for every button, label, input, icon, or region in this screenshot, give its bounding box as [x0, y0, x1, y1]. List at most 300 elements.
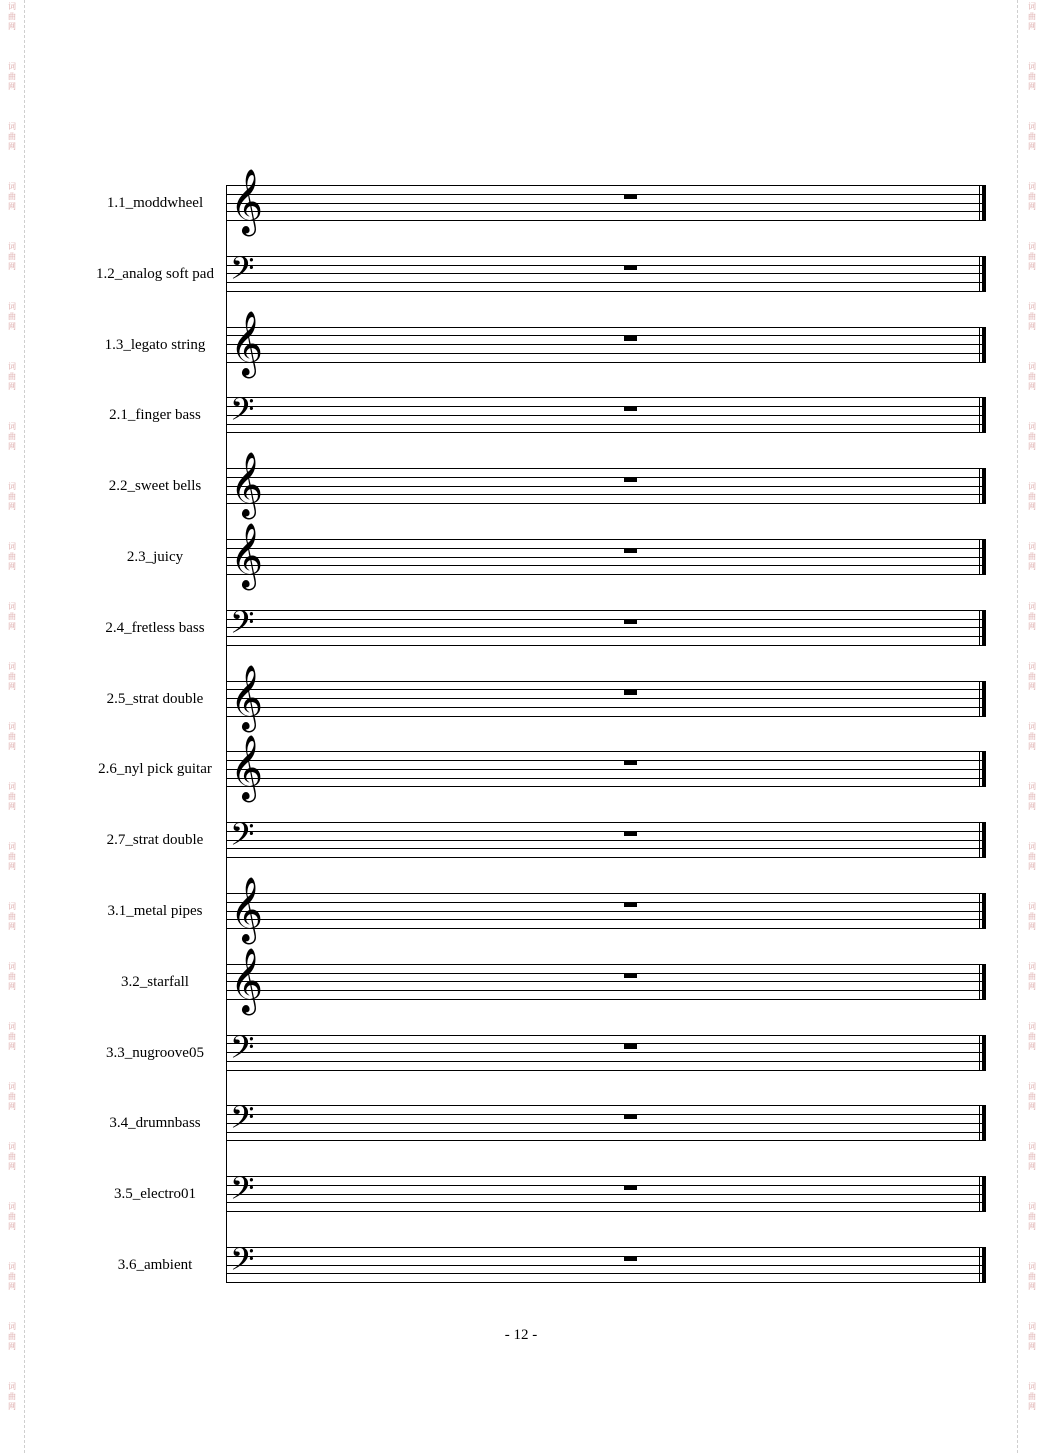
staff-line [226, 1035, 986, 1036]
staff-line [226, 1247, 986, 1248]
watermark-char: 网 [8, 1222, 16, 1231]
final-barline-thin [979, 539, 980, 575]
watermark-char: 网 [1028, 622, 1036, 631]
watermark-char: 曲 [1028, 792, 1036, 801]
staff-line [226, 964, 986, 965]
watermark-char: 网 [8, 1162, 16, 1171]
watermark-char: 网 [8, 922, 16, 931]
final-barline-thick [982, 327, 986, 363]
final-barline-thin [979, 256, 980, 292]
staff-line [226, 610, 986, 611]
staff-line [226, 1105, 986, 1106]
watermark-char: 曲 [8, 432, 16, 441]
staff-line [226, 857, 986, 858]
watermark-char: 网 [1028, 142, 1036, 151]
instrument-name: 2.7_strat double [106, 832, 204, 849]
watermark-char: 曲 [1028, 252, 1036, 261]
watermark-char: 网 [1028, 682, 1036, 691]
watermark-char: 曲 [1028, 432, 1036, 441]
watermark-char: 词 [1028, 182, 1036, 191]
staff-line [226, 432, 986, 433]
watermark-char: 网 [1028, 82, 1036, 91]
watermark-char: 网 [8, 622, 16, 631]
staff [226, 664, 986, 730]
watermark-char: 曲 [8, 672, 16, 681]
staff-line [226, 1194, 986, 1195]
whole-rest-icon [624, 1256, 637, 1261]
watermark-char: 网 [8, 682, 16, 691]
treble-clef-icon: 𝄞 [230, 523, 264, 588]
final-barline-thin [979, 1247, 980, 1283]
instrument-name: 3.2_starfall [121, 973, 189, 990]
staff-line [226, 1140, 986, 1141]
final-barline-thick [982, 1176, 986, 1212]
watermark-char: 网 [1028, 382, 1036, 391]
staff [226, 735, 986, 801]
instrument-name: 1.3_legato string [104, 336, 206, 353]
instrument-name: 2.5_strat double [106, 690, 204, 707]
watermark-char: 网 [8, 1282, 16, 1291]
watermark-char: 曲 [8, 732, 16, 741]
watermark-char: 曲 [8, 1092, 16, 1101]
final-barline-thick [982, 822, 986, 858]
staff-line [226, 911, 986, 912]
watermark-char: 词 [8, 482, 16, 491]
staff-line [226, 751, 986, 752]
staff-line [226, 1123, 986, 1124]
final-barline-thin [979, 893, 980, 929]
whole-rest-icon [624, 265, 637, 270]
watermark-char: 曲 [1028, 72, 1036, 81]
staff-line [226, 1070, 986, 1071]
staff-line [226, 1176, 986, 1177]
staff [226, 1241, 986, 1285]
final-barline-thick [982, 185, 986, 221]
treble-clef-icon: 𝄞 [230, 664, 264, 730]
staff-row [0, 1241, 1042, 1285]
whole-rest-icon [624, 1185, 637, 1190]
staff-line [226, 902, 986, 903]
staff-line [226, 282, 986, 283]
watermark-char: 词 [1028, 62, 1036, 71]
instrument-name: 3.5_electro01 [113, 1186, 197, 1203]
treble-clef-icon: 𝄞 [230, 947, 264, 1013]
watermark-char: 词 [8, 422, 16, 431]
watermark-char: 词 [8, 302, 16, 311]
final-barline-thin [979, 610, 980, 646]
final-barline-thick [982, 893, 986, 929]
staff [226, 947, 986, 1013]
watermark-char: 词 [1028, 1142, 1036, 1151]
final-barline-thin [979, 468, 980, 504]
watermark-char: 网 [8, 322, 16, 331]
treble-clef-icon: 𝄞 [230, 310, 264, 376]
watermark-char: 曲 [8, 492, 16, 501]
staff [226, 523, 986, 588]
watermark-char: 词 [1028, 1082, 1036, 1091]
instrument-name: 3.4_drumnbass [109, 1115, 201, 1132]
watermark-char: 曲 [1028, 1032, 1036, 1041]
watermark-char: 曲 [8, 12, 16, 21]
staff-line [226, 486, 986, 487]
watermark-char: 网 [1028, 1282, 1036, 1291]
staff-line [226, 689, 986, 690]
staff-line [226, 822, 986, 823]
final-barline-thick [982, 964, 986, 1000]
watermark-char: 网 [1028, 22, 1036, 31]
staff [226, 1028, 986, 1073]
watermark-char: 网 [1028, 982, 1036, 991]
staff-row [0, 947, 1042, 1013]
staff-line [226, 256, 986, 257]
staff-line [226, 415, 986, 416]
watermark-char: 曲 [1028, 372, 1036, 381]
staff-line [226, 503, 986, 504]
watermark-char: 网 [8, 862, 16, 871]
watermark-char: 词 [8, 362, 16, 371]
watermark-char: 曲 [8, 972, 16, 981]
watermark-char: 词 [1028, 842, 1036, 851]
staff [226, 877, 986, 942]
staff-line [226, 973, 986, 974]
watermark-char: 曲 [8, 612, 16, 621]
bass-clef-icon: 𝄢 [230, 1099, 255, 1144]
staff-line [226, 397, 986, 398]
watermark-char: 曲 [1028, 1392, 1036, 1401]
staff-line [226, 1265, 986, 1266]
watermark-char: 词 [8, 542, 16, 551]
watermark-char: 词 [8, 782, 16, 791]
watermark-char: 曲 [8, 132, 16, 141]
watermark-char: 曲 [1028, 1272, 1036, 1281]
staff [226, 169, 986, 234]
watermark-char: 曲 [8, 1392, 16, 1401]
staff-row [0, 877, 1042, 942]
whole-rest-icon [624, 760, 637, 765]
watermark-char: 曲 [8, 192, 16, 201]
watermark-char: 词 [8, 842, 16, 851]
watermark-char: 网 [8, 22, 16, 31]
watermark-char: 网 [1028, 1162, 1036, 1171]
instrument-name: 2.6_nyl pick guitar [98, 761, 212, 778]
watermark-char: 词 [8, 722, 16, 731]
staff-line [226, 619, 986, 620]
watermark-char: 词 [8, 662, 16, 671]
instrument-name: 2.1_finger bass [109, 407, 201, 424]
staff-row [0, 391, 1042, 436]
watermark-char: 曲 [1028, 1152, 1036, 1161]
treble-clef-icon: 𝄞 [230, 169, 264, 234]
staff-line [226, 893, 986, 894]
treble-clef-icon: 𝄞 [230, 452, 264, 518]
watermark-char: 词 [1028, 422, 1036, 431]
watermark-char: 词 [1028, 602, 1036, 611]
staff-line [226, 1256, 986, 1257]
bass-clef-icon: 𝄢 [230, 1028, 255, 1073]
watermark-char: 网 [1028, 562, 1036, 571]
watermark-char: 词 [8, 1142, 16, 1151]
staff-line [226, 494, 986, 495]
staff-line [226, 353, 986, 354]
staff [226, 391, 986, 436]
watermark-char: 词 [8, 1022, 16, 1031]
watermark-char: 词 [8, 1262, 16, 1271]
watermark-char: 曲 [8, 372, 16, 381]
instrument-name: 3.1_metal pipes [107, 903, 203, 919]
watermark-char: 曲 [1028, 132, 1036, 141]
watermark-char: 词 [1028, 1022, 1036, 1031]
staff-line [226, 468, 986, 469]
watermark-char: 网 [1028, 1102, 1036, 1111]
whole-rest-icon [624, 1114, 637, 1119]
final-barline-thin [979, 1105, 980, 1141]
staff [226, 816, 986, 861]
instrument-name: 3.3_nugroove05 [106, 1044, 204, 1061]
staff [226, 452, 986, 518]
final-barline-thick [982, 1247, 986, 1283]
staff-line [226, 273, 986, 274]
watermark-char: 网 [8, 1402, 16, 1411]
staff-line [226, 1052, 986, 1053]
staff-line [226, 194, 986, 195]
watermark-char: 曲 [1028, 972, 1036, 981]
staff-line [226, 999, 986, 1000]
watermark-char: 词 [8, 242, 16, 251]
watermark-char: 曲 [1028, 1332, 1036, 1341]
watermark-char: 网 [8, 1042, 16, 1051]
watermark-char: 曲 [8, 1152, 16, 1161]
watermark-char: 词 [1028, 662, 1036, 671]
staff-line [226, 716, 986, 717]
watermark-char: 网 [1028, 322, 1036, 331]
whole-rest-icon [624, 690, 637, 695]
whole-rest-icon [624, 406, 637, 411]
staff-line [226, 1202, 986, 1203]
bass-clef-icon: 𝄢 [230, 816, 255, 861]
staff-row [0, 310, 1042, 376]
watermark-char: 曲 [1028, 192, 1036, 201]
staff-line [226, 1211, 986, 1212]
staff-line [226, 406, 986, 407]
treble-clef-icon: 𝄞 [230, 877, 264, 942]
final-barline-thick [982, 681, 986, 717]
staff-line [226, 220, 986, 221]
staff-line [226, 645, 986, 646]
watermark-char: 词 [8, 962, 16, 971]
watermark-char: 曲 [8, 1332, 16, 1341]
final-barline-thick [982, 610, 986, 646]
instrument-name: 1.1_moddwheel [106, 195, 204, 211]
watermark-char: 词 [1028, 902, 1036, 911]
watermark-char: 网 [8, 442, 16, 451]
whole-rest-icon [624, 831, 637, 836]
watermark-char: 曲 [1028, 612, 1036, 621]
watermark-char: 网 [8, 502, 16, 511]
staff-line [226, 1043, 986, 1044]
watermark-char: 曲 [8, 72, 16, 81]
staff-row [0, 1170, 1042, 1215]
staff-line [226, 707, 986, 708]
staff-line [226, 636, 986, 637]
watermark-char: 词 [1028, 542, 1036, 551]
staff [226, 310, 986, 376]
staff-line [226, 1114, 986, 1115]
staff-line [226, 1132, 986, 1133]
staff-line [226, 1061, 986, 1062]
staff-line [226, 840, 986, 841]
staff [226, 603, 986, 648]
watermark-char: 词 [1028, 1322, 1036, 1331]
staff-row [0, 1099, 1042, 1144]
watermark-char: 网 [8, 1102, 16, 1111]
watermark-char: 网 [1028, 802, 1036, 811]
staff [226, 1099, 986, 1144]
instrument-name: 3.6_ambient [117, 1257, 193, 1273]
staff-row [0, 816, 1042, 861]
instrument-name: 2.3_juicy [126, 549, 184, 565]
watermark-char: 网 [8, 1342, 16, 1351]
staff-line [226, 1273, 986, 1274]
watermark-char: 网 [1028, 1222, 1036, 1231]
final-barline-thick [982, 539, 986, 575]
staff-line [226, 627, 986, 628]
watermark-char: 曲 [8, 312, 16, 321]
staff-row [0, 735, 1042, 801]
watermark-char: 曲 [1028, 1212, 1036, 1221]
staff-row [0, 523, 1042, 588]
staff-line [226, 681, 986, 682]
watermark-char: 词 [8, 1202, 16, 1211]
watermark-char: 网 [1028, 1402, 1036, 1411]
watermark-char: 网 [8, 262, 16, 271]
watermark-char: 网 [1028, 1042, 1036, 1051]
watermark-char: 曲 [8, 1212, 16, 1221]
watermark-char: 曲 [8, 252, 16, 261]
staff-line [226, 548, 986, 549]
staff-line [226, 539, 986, 540]
watermark-char: 网 [1028, 862, 1036, 871]
final-barline-thin [979, 822, 980, 858]
final-barline-thick [982, 1035, 986, 1071]
whole-rest-icon [624, 477, 637, 482]
staff-line [226, 565, 986, 566]
watermark-char: 词 [1028, 122, 1036, 131]
watermark-char: 曲 [1028, 552, 1036, 561]
watermark-char: 网 [8, 82, 16, 91]
watermark-char: 曲 [8, 792, 16, 801]
watermark-char: 网 [1028, 922, 1036, 931]
bass-clef-icon: 𝄢 [230, 1241, 255, 1285]
watermark-char: 网 [8, 562, 16, 571]
staff-line [226, 335, 986, 336]
watermark-char: 曲 [1028, 912, 1036, 921]
watermark-char: 词 [8, 182, 16, 191]
final-barline-thin [979, 681, 980, 717]
staff-row [0, 169, 1042, 234]
whole-rest-icon [624, 336, 637, 341]
watermark-char: 曲 [1028, 12, 1036, 21]
staff-line [226, 786, 986, 787]
watermark-char: 网 [1028, 502, 1036, 511]
watermark-char: 词 [8, 902, 16, 911]
watermark-char: 词 [1028, 962, 1036, 971]
whole-rest-icon [624, 194, 637, 199]
watermark-char: 曲 [1028, 1092, 1036, 1101]
watermark-char: 曲 [1028, 312, 1036, 321]
watermark-char: 词 [8, 1322, 16, 1331]
staff-line [226, 265, 986, 266]
watermark-char: 网 [8, 742, 16, 751]
staff-row [0, 603, 1042, 648]
staff-line [226, 1282, 986, 1283]
staff-line [226, 1185, 986, 1186]
watermark-char: 网 [1028, 742, 1036, 751]
whole-rest-icon [624, 1044, 637, 1049]
watermark-char: 网 [8, 802, 16, 811]
staff-line [226, 831, 986, 832]
watermark-char: 网 [8, 982, 16, 991]
watermark-char: 曲 [1028, 732, 1036, 741]
final-barline-thick [982, 256, 986, 292]
staff-line [226, 344, 986, 345]
watermark-char: 网 [1028, 1342, 1036, 1351]
instrument-name: 1.2_analog soft pad [96, 265, 214, 282]
final-barline-thin [979, 185, 980, 221]
whole-rest-icon [624, 548, 637, 553]
staff-line [226, 769, 986, 770]
staff-row [0, 452, 1042, 518]
watermark-char: 词 [8, 1082, 16, 1091]
staff-line [226, 424, 986, 425]
whole-rest-icon [624, 902, 637, 907]
staff-line [226, 477, 986, 478]
watermark-char: 网 [8, 202, 16, 211]
watermark-char: 网 [1028, 442, 1036, 451]
final-barline-thin [979, 751, 980, 787]
watermark-char: 词 [1028, 482, 1036, 491]
final-barline-thick [982, 1105, 986, 1141]
bass-clef-icon: 𝄢 [230, 1170, 255, 1215]
staff-line [226, 327, 986, 328]
staff-line [226, 928, 986, 929]
instrument-name: 2.2_sweet bells [108, 478, 202, 495]
bass-clef-icon: 𝄢 [230, 391, 255, 436]
instrument-name: 2.4_fretless bass [105, 619, 205, 636]
staff-line [226, 203, 986, 204]
final-barline-thin [979, 397, 980, 433]
watermark-char: 曲 [8, 1032, 16, 1041]
staff-line [226, 291, 986, 292]
staff-line [226, 848, 986, 849]
staff-line [226, 990, 986, 991]
watermark-char: 曲 [8, 1272, 16, 1281]
page-number: - 12 - [504, 1327, 538, 1343]
watermark-char: 曲 [8, 912, 16, 921]
final-barline-thick [982, 468, 986, 504]
watermark-char: 曲 [8, 552, 16, 561]
watermark-char: 词 [8, 602, 16, 611]
bass-clef-icon: 𝄢 [230, 603, 255, 648]
staff [226, 1170, 986, 1215]
staff [226, 249, 986, 294]
watermark-char: 词 [1028, 1202, 1036, 1211]
watermark-char: 网 [1028, 262, 1036, 271]
final-barline-thin [979, 1035, 980, 1071]
staff-row [0, 249, 1042, 294]
staff-line [226, 981, 986, 982]
watermark-char: 词 [1028, 722, 1036, 731]
watermark-char: 词 [1028, 242, 1036, 251]
